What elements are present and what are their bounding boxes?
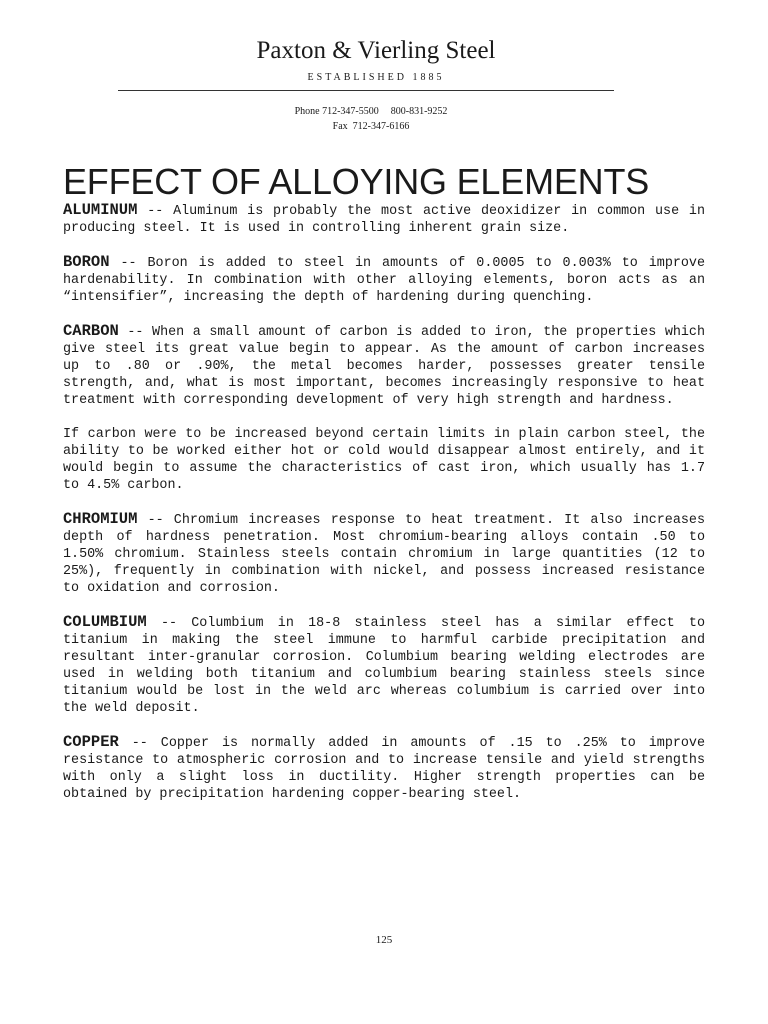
- element-term: CHROMIUM: [63, 510, 138, 528]
- entry-carbon: [63, 323, 705, 409]
- alloying-elements-list: [63, 202, 705, 820]
- element-description: -- Aluminum is probably the most active deoxidizer in common use in producing steel. It is used in controlling inherent grain size.: [63, 204, 705, 236]
- phone-number-1: 712-347-5500: [322, 106, 379, 117]
- fax-number: 712-347-6166: [352, 121, 410, 132]
- element-term: CARBON: [63, 322, 119, 340]
- letterhead: [0, 36, 752, 83]
- element-term: ALUMINUM: [63, 201, 138, 219]
- page-number: 125: [375, 934, 393, 946]
- entry-aluminum: [63, 202, 705, 237]
- fax-line: [0, 119, 742, 134]
- element-term: BORON: [63, 253, 110, 271]
- entry-chromium: [63, 511, 705, 597]
- fax-label: Fax: [332, 121, 348, 132]
- page-title: EFFECT OF ALLOYING ELEMENTS: [63, 161, 650, 202]
- element-description: -- When a small amount of carbon is added to iron, the properties which give steel its great value begin to appear. As the amount of carbon increases up to .80 or .90%, the metal becomes harder, possesses greater tensile strength, and, what is most important, becomes increasingly responsive to heat treatment with corresponding development of very high strength and hardness.: [63, 325, 705, 408]
- entry-columbium: [63, 614, 705, 717]
- element-description: -- Columbium in 18-8 stainless steel has a similar effect to titanium in making the steel immune to harmful carbide precipitation and resultant inter-granular corrosion. Columbium bearing welding electrodes are used in welding both titanium and columbium bearing stainless steels since titanium would be lost in the weld arc whereas columbium is carried over into the weld deposit.: [63, 616, 705, 716]
- phone-number-2: 800-831-9252: [390, 106, 448, 117]
- contact-info: [0, 104, 742, 134]
- entry-carbon-continuation: If carbon were to be increased beyond certain limits in plain carbon steel, the ability to be worked either hot or cold would disappear almost entirely, and it would begin to assume the characteristics of cast iron, which usually has 1.7 to 4.5% carbon.: [63, 427, 705, 493]
- element-term: COLUMBIUM: [63, 613, 147, 631]
- company-name: Paxton & Vierling Steel: [256, 37, 496, 64]
- phone-line: [0, 104, 742, 119]
- element-description: -- Copper is normally added in amounts of .15 to .25% to improve resistance to atmospheric corrosion and to increase tensile and yield strengths with only a slight loss in ductility. Higher strength properties can be obtained by precipitation hardening copper-bearing steel.: [63, 736, 705, 802]
- element-description: -- Boron is added to steel in amounts of 0.0005 to 0.003% to improve hardenability. In combination with other alloying elements, boron acts as an “intensifier”, increasing the depth of hardening during quenching.: [63, 256, 705, 305]
- element-description: -- Chromium increases response to heat treatment. It also increases depth of hardness penetration. Most chromium-bearing alloys contain .50 to 1.50% chromium. Stainless steels contain chromium in large quantities (12 to 25%), frequently in combination with nickel, and possess increased resistance to oxidation and corrosion.: [63, 513, 705, 596]
- entry-copper: [63, 734, 705, 803]
- letterhead-divider: [118, 90, 614, 91]
- entry-boron: [63, 254, 705, 306]
- element-term: COPPER: [63, 733, 119, 751]
- established-tagline: ESTABLISHED 1885: [307, 72, 445, 83]
- phone-label: Phone: [294, 106, 320, 117]
